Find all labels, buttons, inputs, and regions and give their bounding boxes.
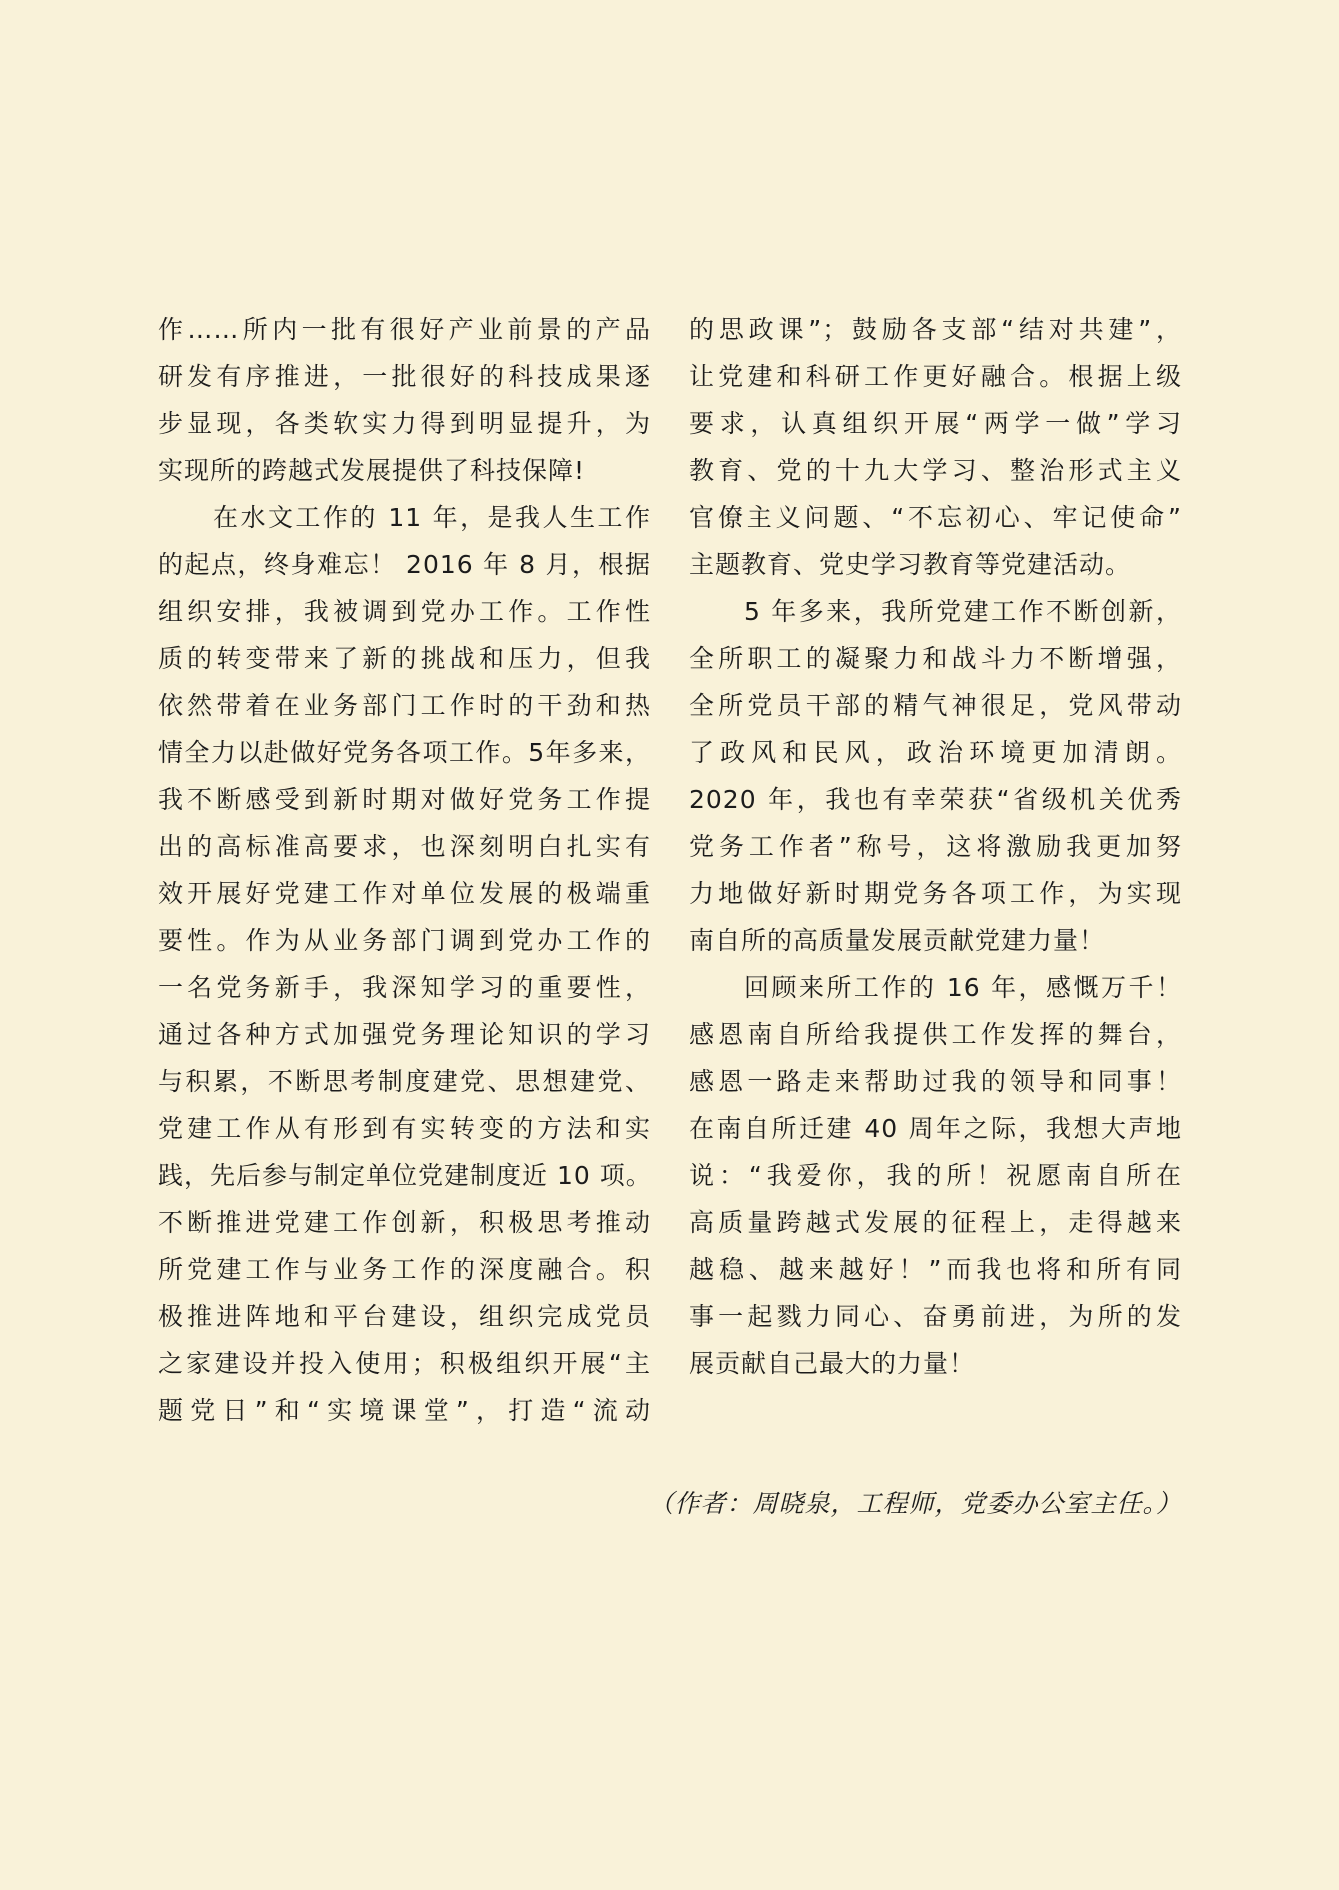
text-line: 越稳、越来越好！”而我也将和所有同 [689,1255,1182,1284]
text-line: 要求，认真组织开展“两学一做”学习 [689,409,1182,438]
text-line: 2020 年，我也有幸荣获“省级机关优秀 [689,785,1182,814]
text-line: 党建工作从有形到有实转变的方法和实 [158,1114,651,1143]
text-line: 我不断感受到新时期对做好党务工作提 [158,785,651,814]
text-line: 事一起戮力同心、奋勇前进，为所的发 [689,1302,1182,1331]
text-line: 之家建设并投入使用；积极组织开展“主 [158,1349,651,1378]
text-line: 党务工作者”称号，这将激励我更加努 [689,832,1182,861]
text-line: 所党建工作与业务工作的深度融合。积 [158,1255,651,1284]
text-line: 不断推进党建工作创新，积极思考推动 [158,1208,651,1237]
text-line: 一名党务新手，我深知学习的重要性， [158,973,651,1002]
text-line: 作……所内一批有很好产业前景的产品 [158,315,651,344]
text-line: 效开展好党建工作对单位发展的极端重 [158,879,651,908]
text-line: 的起点，终身难忘！ 2016 年 8 月，根据 [158,550,651,579]
text-line: 5 年多来，我所党建工作不断创新， [689,597,1182,626]
text-line: 官僚主义问题、“不忘初心、牢记使命” [689,503,1182,532]
text-line: 感恩南自所给我提供工作发挥的舞台， [689,1020,1182,1049]
text-line: 步显现，各类软实力得到明显提升，为 [158,409,651,438]
text-line: 与积累，不断思考制度建党、思想建党、 [158,1067,651,1096]
text-line: 通过各种方式加强党务理论知识的学习 [158,1020,651,1049]
text-line: 南自所的高质量发展贡献党建力量！ [689,926,1106,955]
text-line: 要性。作为从业务部门调到党办工作的 [158,926,651,955]
text-line: 感恩一路走来帮助过我的领导和同事！ [689,1067,1182,1096]
text-line: 出的高标准高要求，也深刻明白扎实有 [158,832,651,861]
text-line: 高质量跨越式发展的征程上，走得越来 [689,1208,1182,1237]
text-line: 力地做好新时期党务各项工作，为实现 [689,879,1182,908]
text-line: 了政风和民风，政治环境更加清朗。 [689,738,1182,767]
text-line: 研发有序推进，一批很好的科技成果逐 [158,362,651,391]
text-line: 践，先后参与制定单位党建制度近 10 项。 [158,1161,652,1190]
text-line: 极推进阵地和平台建设，组织完成党员 [158,1302,651,1331]
text-line: 情全力以赴做好党务各项工作。5年多来， [158,738,651,767]
text-line: 组织安排，我被调到党办工作。工作性 [158,597,651,626]
text-line: 全所党员干部的精气神很足，党风带动 [689,691,1182,720]
text-line: 回顾来所工作的 16 年，感慨万千！ [689,973,1182,1002]
text-line: 实现所的跨越式发展提供了科技保障! [158,456,586,485]
text-line: 主题教育、党史学习教育等党建活动。 [689,550,1132,579]
text-line: 在水文工作的 11 年，是我人生工作 [158,503,651,532]
left-column [158,306,651,1434]
text-line: 在南自所迁建 40 周年之际，我想大声地 [689,1114,1182,1143]
text-line: 题党日”和“实境课堂”，打造“流动 [158,1396,651,1425]
text-line: 质的转变带来了新的挑战和压力，但我 [158,644,651,673]
text-line: 让党建和科研工作更好融合。根据上级 [689,362,1182,391]
text-line: 的思政课”；鼓励各支部“结对共建”， [689,315,1182,344]
text-line: 说：“我爱你，我的所！祝愿南自所在 [689,1161,1182,1190]
text-line: 依然带着在业务部门工作时的干劲和热 [158,691,651,720]
author-byline: （作者：周晓泉，工程师，党委办公室主任。） [648,1489,1182,1518]
right-column [689,306,1182,1387]
text-line: 教育、党的十九大学习、整治形式主义 [689,456,1182,485]
text-line: 展贡献自己最大的力量！ [689,1349,976,1378]
text-line: 全所职工的凝聚力和战斗力不断增强， [689,644,1182,673]
